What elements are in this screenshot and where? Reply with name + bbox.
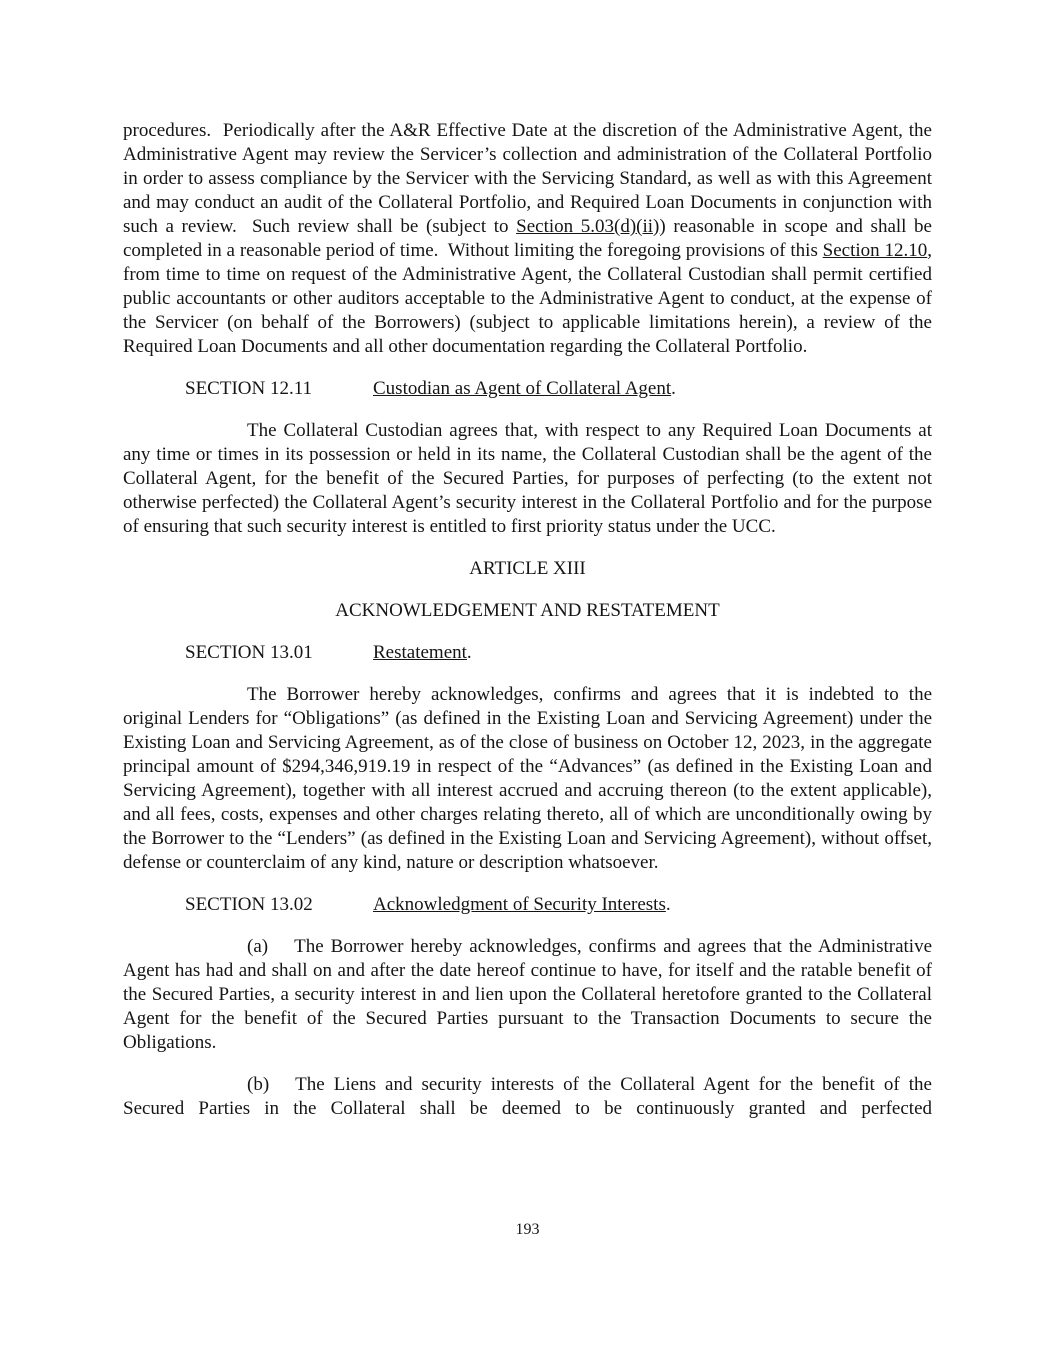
article-heading: ARTICLE XIII bbox=[469, 558, 586, 579]
section-title: Restatement bbox=[373, 642, 467, 663]
paragraph-section-1302-b bbox=[123, 1073, 937, 1121]
paragraph-text: , from time to time on request of the Administrative Agent, the Collateral Custodian shall permit certified public accountants or other auditors acceptable to the Administrative Agent to conduct, at the expense of the Servicer (on behalf of the Borrowers) (subject to applicable limitations herein), a review of the Required Loan Documents and all other documentation regarding the Collateral Portfolio. bbox=[123, 240, 937, 357]
section-number: SECTION 12.11 bbox=[185, 378, 313, 399]
page-number: 193 bbox=[515, 1221, 540, 1238]
paragraph-section-1301-body: The Borrower hereby acknowledges, confirms and agrees that it is indebted to the original Lenders for “Obligations” (as defined in the Existing Loan and Servicing Agreement) under the Existing Loan and Servicing Agreement, as of the close of business on October 12, 2023, in the aggregate principal amount of $294,346,919.19 in respect of the “Advances” (as defined in the Existing Loan and Servicing Agreement), together with all interest accrued and accruing thereon (to the extent applicable), and all fees, costs, expenses and other charges relating thereto, all of which are unconditionally owing by the Borrower to the “Lenders” (as defined in the Existing Loan and Servicing Agreement), without offset, defense or counterclaim of any kind, nature or description whatsoever. bbox=[123, 684, 937, 873]
paragraph-text: ) reasonable in scope and shall be completed in a reasonable period of time. Without limiting the foregoing provisions of this bbox=[123, 216, 937, 261]
section-title-period: . bbox=[466, 642, 472, 663]
paragraph-text: The Borrower hereby acknowledges, confirms and agrees that the Administrative Agent has had and shall on and after the date hereof continue to have, for itself and the ratable benefit of the Secured Parties, a security interest in and lien upon the Collateral heretofore granted to the Collateral Agent for the benefit of the Secured Parties pursuant to the Transaction Documents to secure the Obligations. bbox=[123, 936, 937, 1053]
section-number: SECTION 13.02 bbox=[185, 894, 313, 915]
section-title-period: . bbox=[671, 378, 676, 399]
section-heading-12-11 bbox=[123, 377, 932, 401]
list-marker-b: (b) bbox=[247, 1074, 270, 1095]
paragraph-text: The Liens and security interests of the Collateral Agent for the benefit of the Secured Parties in the Collateral shall be deemed to be continuously granted and perfected bbox=[123, 1074, 937, 1119]
section-number: SECTION 13.01 bbox=[185, 642, 313, 663]
list-marker-a: (a) bbox=[247, 936, 269, 957]
section-heading-13-02 bbox=[123, 893, 932, 917]
section-12-10-reference: Section 12.10 bbox=[822, 240, 928, 261]
article-subheading: ACKNOWLEDGEMENT AND RESTATEMENT bbox=[335, 600, 720, 621]
paragraph-section-1210-continuation bbox=[123, 119, 937, 359]
section-title: Custodian as Agent of Collateral Agent bbox=[373, 378, 672, 399]
paragraph-section-1211-body: The Collateral Custodian agrees that, with respect to any Required Loan Documents at any time or times in its possession or held in its name, the Collateral Custodian shall be the agent of the Collateral Agent, for the benefit of the Secured Parties, for purposes of perfecting (to the extent not otherwise perfected) the Collateral Agent’s security interest in the Collateral Portfolio and for the purpose of ensuring that such security interest is entitled to first priority status under the UCC. bbox=[123, 420, 937, 537]
section-title: Acknowledgment of Security Interests bbox=[373, 894, 666, 915]
paragraph-text: procedures. Periodically after the A&R Effective Date at the discretion of the Administrative Agent, the Administrative Agent may review the Servicer’s collection and administration of the Collateral Portfolio in order to assess compliance by the Servicer with the Servicing Standard, as well as with this Agreement and may conduct an audit of the Collateral Portfolio, and Required Loan Documents in conjunction with such a review. Such review shall be (subject to bbox=[123, 120, 937, 237]
paragraph-section-1302-a bbox=[123, 935, 937, 1055]
section-title-period: . bbox=[665, 894, 671, 915]
section-heading-13-01 bbox=[123, 641, 932, 665]
section-5-03-d-ii-reference: Section 5.03(d)(ii) bbox=[516, 216, 660, 237]
